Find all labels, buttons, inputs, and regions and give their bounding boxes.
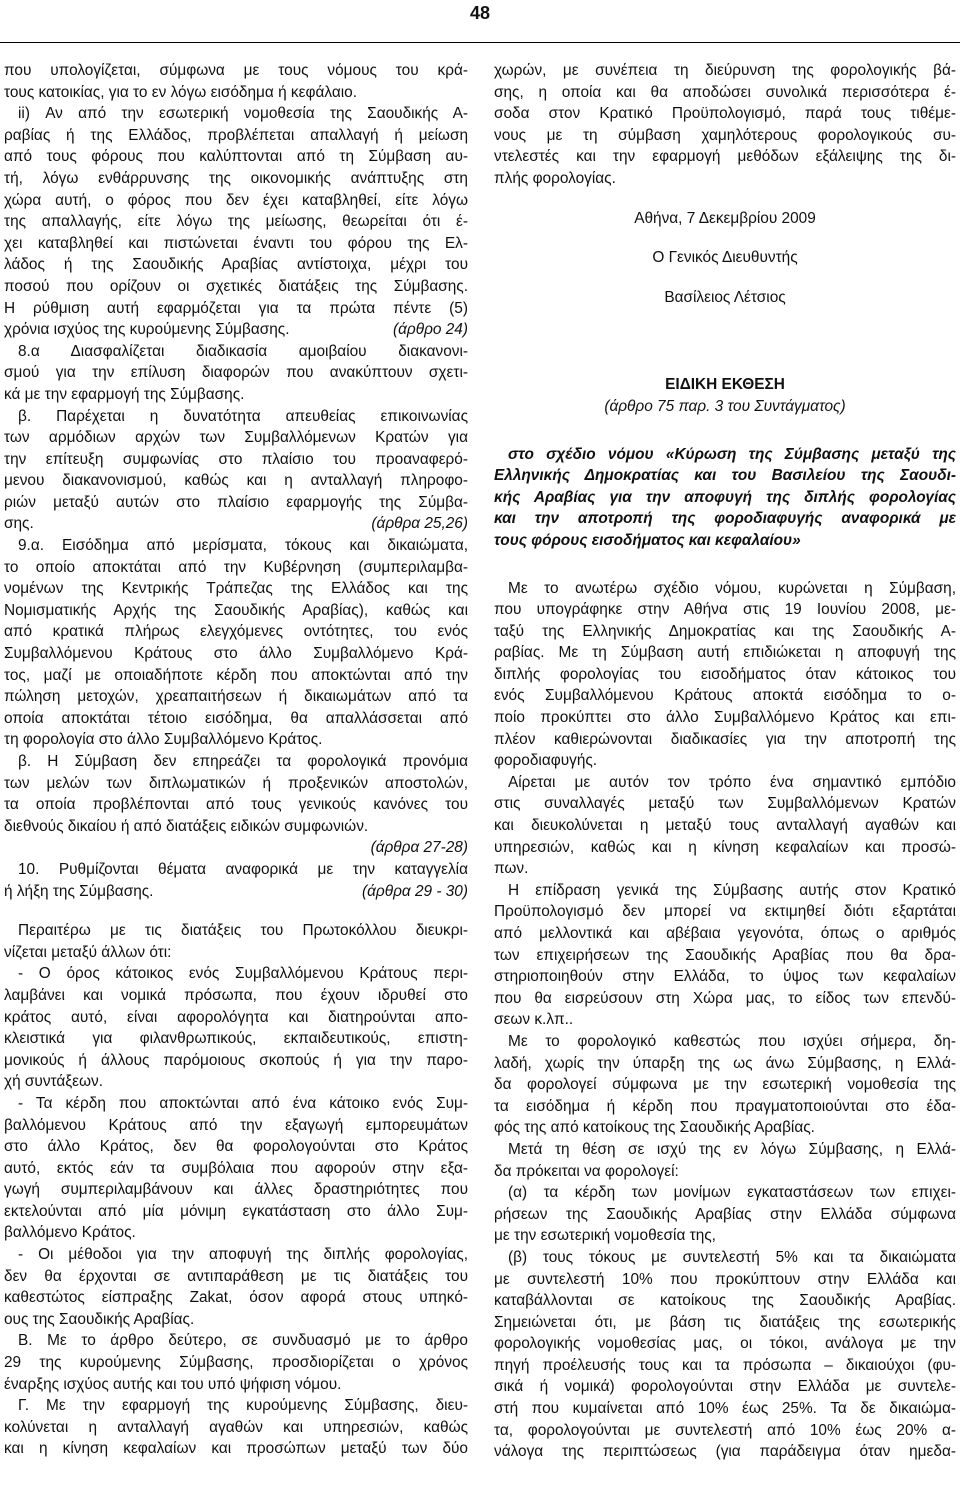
paragraph <box>4 859 468 902</box>
text-line: Αίρεται με αυτόν τον τρόπο ένα σημαντικό εμπόδιο <box>508 773 956 791</box>
text-line: τή, λόγω ενθάρρυνσης της οικονομικής ανάπτυξης στη <box>4 169 468 187</box>
text-line: κλειστικά για φιλανθρωπικούς, εκπαιδευτικούς, επιστη- <box>4 1030 468 1048</box>
text-line: πηγή προέλευσής τους και τα πρόσωπα – δικαιούχοι (φυ- <box>494 1356 956 1374</box>
text-line: βαλλόμενο Κράτος. <box>4 1224 136 1242</box>
paragraph <box>4 406 468 536</box>
text-line: Η ρύθμιση αυτή εφαρμόζεται για τα πρώτα πέντε (5) <box>4 299 468 317</box>
text-line: το οποίο αποκτάται από την Κυβέρνηση (συμπεριλαμβα- <box>4 558 468 576</box>
text-line: νους με τη σύμβαση χαμηλότερους φορολογικούς συ- <box>494 126 956 144</box>
text-line: (β) τους τόκους με συντελεστή 5% και τα δικαιώματα <box>508 1248 956 1266</box>
paragraph <box>4 920 468 963</box>
text-line: λαδή, χωρίς την ύπαρξη της ως άνω Σύμβασης, η Ελλά- <box>494 1054 956 1072</box>
paragraph <box>4 963 468 1093</box>
text-line: νομένων της Κεντρικής Τράπεζας της Ελλάδος και της <box>4 580 468 598</box>
text-line: τους κατοικίας, για το εν λόγω εισόδημα ή κεφάλαιο. <box>4 83 357 101</box>
text-line: (α) τα κέρδη των μονίμων εγκαταστάσεων των επιχει- <box>508 1184 956 1202</box>
text-line: - Οι μέθοδοι για την αποφυγή της διπλής φορολογίας, <box>18 1246 468 1264</box>
text-line: έναρξης ισχύος αυτής και του υπό ψήφιση νόμου. <box>4 1375 342 1393</box>
text-line: κολύνεται η ανταλλαγή αγαθών και υπηρεσιών, καθώς <box>4 1418 468 1436</box>
text-line: σοδα στον Κρατικό Προϋπολογισμό, παρά τους τιθέμε- <box>494 105 956 123</box>
paragraph <box>494 880 956 1031</box>
text-line: τη φορολογία στο άλλο Συμβαλλόμενο Κράτος. <box>4 731 323 749</box>
text-line: τα, φορολογούνται με συντελεστή από 10% έως 20% α- <box>494 1421 956 1439</box>
text-line: ποίο προκύπτει στο άλλο Συμβαλλόμενο Κράτος και επι- <box>494 709 956 727</box>
text-line: 9.α. Εισόδημα από μερίσματα, τόκους και δικαιώματα, <box>18 537 468 555</box>
text-line: δα πρόκειται να φορολογεί: <box>494 1162 679 1180</box>
text-line: ii) Αν από την εσωτερική νομοθεσία της Σαουδικής Α- <box>18 105 468 123</box>
text-line: χώρα αυτή, ο φόρος που δεν έχει καταβληθεί, είτε λόγω <box>4 191 468 209</box>
paragraph <box>494 578 956 772</box>
article-reference: (άρθρα 27-28) <box>370 839 468 857</box>
text-line: στή που κυμαίνεται από 10% έως 25%. Τα δε δικαιώμα- <box>494 1400 956 1418</box>
paragraph <box>494 772 956 880</box>
text-line: πων. <box>494 860 529 878</box>
spacer <box>494 552 956 578</box>
text-line: πλέον καθιερώνονται διαδικασίες για την αποτροπή της <box>494 730 956 748</box>
text-line: διεθνούς δικαίου ή από διατάξεις ειδικών συμφωνιών. <box>4 817 369 835</box>
text-line: γωγή συμπεριλαμβάνουν και άλλες δραστηριότητες που <box>4 1181 468 1199</box>
text-line-with-reference <box>4 319 468 341</box>
text-line: φοροδιαφυγής. <box>494 752 598 770</box>
text-line: Συμβαλλόμενου Κράτους στο άλλο Συμβαλλόμενο Κρά- <box>4 645 468 663</box>
text-line: χή συντάξεων. <box>4 1073 104 1091</box>
text-line-with-reference <box>4 513 468 535</box>
spacer <box>494 308 956 348</box>
text-line: Νομισματικής Αρχής της Σαουδικής Αραβίας), καθώς και <box>4 601 468 619</box>
paragraph <box>4 535 468 751</box>
right-column <box>494 60 956 1463</box>
text-line: Με το φορολογικό καθεστώς που ισχύει σήμερα, δη- <box>508 1032 956 1050</box>
text-line: Μετά τη θέση σε ισχύ της εν λόγω Σύμβασης, η Ελλά- <box>508 1140 956 1158</box>
text-line: στις συναλλαγές μεταξύ των Συμβαλλόμενων Κρατών <box>494 795 956 813</box>
text-line: που θα εισρεύσουν στη Χώρα μας, το είδος των επενδύ- <box>494 989 956 1007</box>
text-line: ριών μεταξύ αυτών στο πλαίσιο εφαρμογής της Σύμβα- <box>4 493 468 511</box>
paragraph <box>494 1031 956 1139</box>
text-line: καθεστώτος είσπραξης Zakat, όσον αφορά στους υπηκό- <box>4 1289 468 1307</box>
text-line: 8.α Διασφαλίζεται διαδικασία αμοιβαίου διακανονι- <box>18 342 468 360</box>
header-rule <box>0 42 960 43</box>
text-line: σεων κ.λπ.. <box>494 1011 574 1029</box>
text-line: χει καταβληθεί και πιστώνεται έναντι του φόρου της Ελ- <box>4 234 468 252</box>
article-reference: (άρθρα 25,26) <box>371 515 468 533</box>
place-date: Αθήνα, 7 Δεκεμβρίου 2009 <box>634 209 816 227</box>
text-line: των επιχειρήσεων της Σαουδικής Αραβίας που θα δρα- <box>494 946 956 964</box>
spacer <box>494 190 956 208</box>
text-line: Γ. Με την εφαρμογή της κυρούμενης Σύμβασης, διευ- <box>18 1397 468 1415</box>
paragraph <box>4 341 468 406</box>
text-line: τα οποία προβλέπονται από τους γενικούς κανόνες του <box>4 796 468 814</box>
text-line-with-reference <box>4 881 468 903</box>
article-reference: (άρθρα 29 - 30) <box>362 882 468 900</box>
text-line: αυτό, εκτός εάν τα συμβόλαια που αφορούν στην εξα- <box>4 1159 468 1177</box>
text-line: λάδος ή της Σαουδικής Αραβίας αντίστοιχα, μέχρι του <box>4 256 468 274</box>
text-line: εκτελούνται από μία μόνιμη εγκατάσταση στο άλλο Συμ- <box>4 1202 468 1220</box>
text-line: από μελλοντικά και αβέβαια γεγονότα, όπως ο αριθμός <box>494 925 956 942</box>
text: σης. <box>4 515 34 533</box>
text-line: που υπογράφηκε στην Αθήνα στις 19 Ιουνίου 2008, με- <box>494 601 956 619</box>
text-line: σικά ή νομικά) φορολογούνται στην Ελλάδα με συντελε- <box>494 1378 956 1396</box>
text-line: β. Η Σύμβαση δεν επηρεάζει τα φορολογικά προνόμια <box>18 753 468 770</box>
text-line: Περαιτέρω με τις διατάξεις του Πρωτοκόλλου διευκρι- <box>18 922 468 940</box>
text-line: και την αποτροπή της φοροδιαφυγής αναφορικά με <box>494 510 956 528</box>
text-line: πώληση μετοχών, χρεαπαιτήσεων ή δικαιωμάτων από τα <box>4 688 468 706</box>
text-line: φορολογικής νομοθεσίας μας, οι τόκοι, ανάλογα με την <box>494 1335 956 1353</box>
text-line: Ελληνικής Δημοκρατίας και του Βασιλείου της Σαουδι- <box>494 467 956 485</box>
text-line: οποία αποκτάται τέτοιο εισόδημα, θα απαλλάσσεται από <box>4 709 468 727</box>
text-line: με την εσωτερική νομοθεσία της, <box>494 1227 716 1245</box>
text-line: κράτος αυτό, είναι αφορολόγητα και διατηρούνται απο- <box>4 1008 468 1026</box>
signatory-name: Βασίλειος Λέτσιος <box>664 288 786 306</box>
text-line: από κρατικά πλήρως ελεγχόμενες οντότητες, του ενός <box>4 623 468 641</box>
text-line: δεν θα έρχονται σε αντιπαράθεση με τις διατάξεις του <box>4 1267 468 1285</box>
text-line: των αρμόδιων αρχών των Συμβαλλόμενων Κρατών για <box>4 429 468 447</box>
text-line: ενός Συμβαλλόμενου Κράτους αποκτά εισόδημα το ο- <box>494 687 956 705</box>
text-line: σης, η οποία και θα αποδώσει συνολικά περισσότερα έ- <box>494 83 956 101</box>
text-line: την επίτευξη συμφωνίας στο πλαίσιο του προαναφερό- <box>4 450 468 468</box>
text-line: από τους φόρους που καλύπτονται από τη Σύμβαση αυ- <box>4 148 468 166</box>
text-line: ντελεστές και την εφαρμογή μεθόδων εξάλειψης της δι- <box>494 148 956 166</box>
text-line: βαλλόμενου Κράτους από την εξαγωγή εμπορευμάτων <box>4 1116 468 1134</box>
text-line: καταβάλλονται σε κατοίκους της Σαουδικής Αραβίας. <box>494 1292 956 1310</box>
paragraph <box>494 60 956 190</box>
text: ή λήξη της Σύμβασης. <box>4 882 154 900</box>
text-line: φός της από κατοίκους της Σαουδικής Αραβίας. <box>494 1119 815 1137</box>
text-line: Προϋπολογισμό δεν μπορεί να εκτιμηθεί διότι εξαρτάται <box>494 903 956 921</box>
paragraph <box>4 751 468 859</box>
text-line: τους φόρους εισοδήματος και κεφαλαίου» <box>494 531 801 549</box>
text-line: μενου διακανονισμού, καθώς και η ανταλλαγή πληροφο- <box>4 472 468 490</box>
paragraph <box>4 1244 468 1330</box>
left-column <box>4 60 468 1460</box>
text-line: στηριοποιηθούν στην Ελλάδα, το ύψος των κεφαλαίων <box>494 968 956 986</box>
text-line: μονικούς ή άλλους παρόμοιους σκοπούς ή για την παρο- <box>4 1051 468 1069</box>
text-line: νάλογα της περιπτώσεως (για παράδειγμα όταν ημεδα- <box>494 1443 956 1461</box>
bill-title <box>494 444 956 552</box>
text-line: τα εισόδημα ή κέρδη που πραγματοποιούνται στο έδα- <box>494 1097 956 1115</box>
spacer <box>494 348 956 374</box>
page-number: 48 <box>469 3 491 23</box>
paragraph <box>4 1093 468 1244</box>
text-line: στο άλλο Κράτος, δεν θα φορολογούνται στο Κράτος <box>4 1138 468 1156</box>
text-line: ταξύ της Ελληνικής Δημοκρατίας και της Σαουδικής Α- <box>494 622 956 640</box>
paragraph <box>494 1247 956 1463</box>
report-subtitle: (άρθρο 75 παρ. 3 του Συντάγματος) <box>604 397 846 415</box>
text-line: 10. Ρυθμίζονται θέματα αναφορικά με την καταγγελία <box>18 860 468 878</box>
text-line: λαμβάνει και νομικά πρόσωπα, που έχουν ιδρυθεί στο <box>4 986 468 1004</box>
text-line: στο σχέδιο νόμου «Κύρωση της Σύμβασης μεταξύ της <box>508 445 956 463</box>
text-line: ραβίας ή της Ελλάδος, προβλέπεται απαλλαγή ή μείωση <box>4 126 468 144</box>
text-line: ποσού που ορίζουν οι σχετικές διατάξεις της Σύμβασης. <box>4 277 468 295</box>
spacer <box>494 229 956 247</box>
text-line: χωρών, με συνέπεια τη διεύρυνση της φορολογικής βά- <box>494 62 956 79</box>
text-line: υπηρεσιών, καθώς και η κίνηση κεφαλαίων και προσώ- <box>494 838 956 856</box>
text-line: ραβίας. Με τη Σύμβαση αυτή επιδιώκεται η αποφυγή της <box>494 644 956 662</box>
text-line: - Τα κέρδη που αποκτώνται από ένα κάτοικο ενός Συμ- <box>18 1094 468 1112</box>
text-line: νίζεται μεταξύ άλλων ότι: <box>4 943 172 961</box>
text-line: και διευκολύνεται η μεταξύ τους ανταλλαγή αγαθών και <box>494 817 956 835</box>
text-line: των μελών των διπλωματικών ή προξενικών αποστολών, <box>4 774 468 792</box>
text-line: διπλής φορολογίας του εισοδήματος όταν κάτοικος του <box>494 665 956 683</box>
text-line: πλής φορολογίας. <box>494 169 616 187</box>
paragraph <box>494 1182 956 1247</box>
text-line: - Ο όρος κάτοικος ενός Συμβαλλόμενου Κράτους περι- <box>18 965 468 983</box>
text-line: κά με την εφαρμογή της Σύμβασης. <box>4 385 245 403</box>
text-line: με συντελεστή 10% που προκύπτουν στην Ελλάδα και <box>494 1270 956 1288</box>
text-line: τος, μαζί με οποιαδήποτε κέρδη που αποκτώνται από την <box>4 666 468 684</box>
text-line: κής Αραβίας για την αποφυγή της διπλής φορολογίας <box>494 488 956 506</box>
text-line: Β. Με το άρθρο δεύτερο, σε συνδυασμό με το άρθρο <box>18 1332 468 1350</box>
spacer <box>4 902 468 920</box>
report-title: ΕΙΔΙΚΗ ΕΚΘΕΣΗ <box>665 376 785 394</box>
text-line: 29 της κυρούμενης Σύμβασης, προσδιορίζεται ο χρόνος <box>4 1354 468 1372</box>
text-line: και η κίνηση κεφαλαίων και προσώπων μεταξύ των δύο <box>4 1440 468 1458</box>
text: χρόνια ισχύος της κυρούμενης Σύμβασης. <box>4 321 290 339</box>
text-line: ρήσεων της Σαουδικής Αραβίας στην Ελλάδα σύμφωνα <box>494 1205 956 1223</box>
signature-block <box>494 208 956 309</box>
article-reference: (άρθρο 24) <box>393 321 468 339</box>
text-line: της απαλλαγής, είτε λόγω της μείωσης, θεωρείται ότι έ- <box>4 213 468 231</box>
paragraph <box>4 103 468 341</box>
text-line: που υπολογίζεται, σύμφωνα με τους νόμους του κρά- <box>4 62 468 79</box>
spacer <box>494 269 956 287</box>
text-line: β. Παρέχεται η δυνατότητα απευθείας επικοινωνίας <box>18 407 468 425</box>
text-line: ους της Σαουδικής Αραβίας. <box>4 1310 195 1328</box>
signatory-role: Ο Γενικός Διευθυντής <box>652 249 798 267</box>
paragraph <box>4 60 468 103</box>
paragraph <box>494 1139 956 1182</box>
paragraph <box>4 1395 468 1460</box>
text-line: Η επίδραση γενικά της Σύμβασης αυτής στον Κρατικό <box>508 881 956 899</box>
text-line: σμού για την επίλυση διαφορών που ανακύπτουν σχετι- <box>4 364 468 382</box>
text-line: δα φορολογεί σύμφωνα με την εσωτερική νομοθεσία της <box>494 1076 956 1094</box>
text-line: Σημειώνεται ότι, με βάση τις διατάξεις της εσωτερικής <box>494 1313 956 1331</box>
spacer <box>494 418 956 444</box>
paragraph <box>4 1330 468 1395</box>
text-line: Με το ανωτέρω σχέδιο νόμου, κυρώνεται η Σύμβαση, <box>508 579 956 597</box>
